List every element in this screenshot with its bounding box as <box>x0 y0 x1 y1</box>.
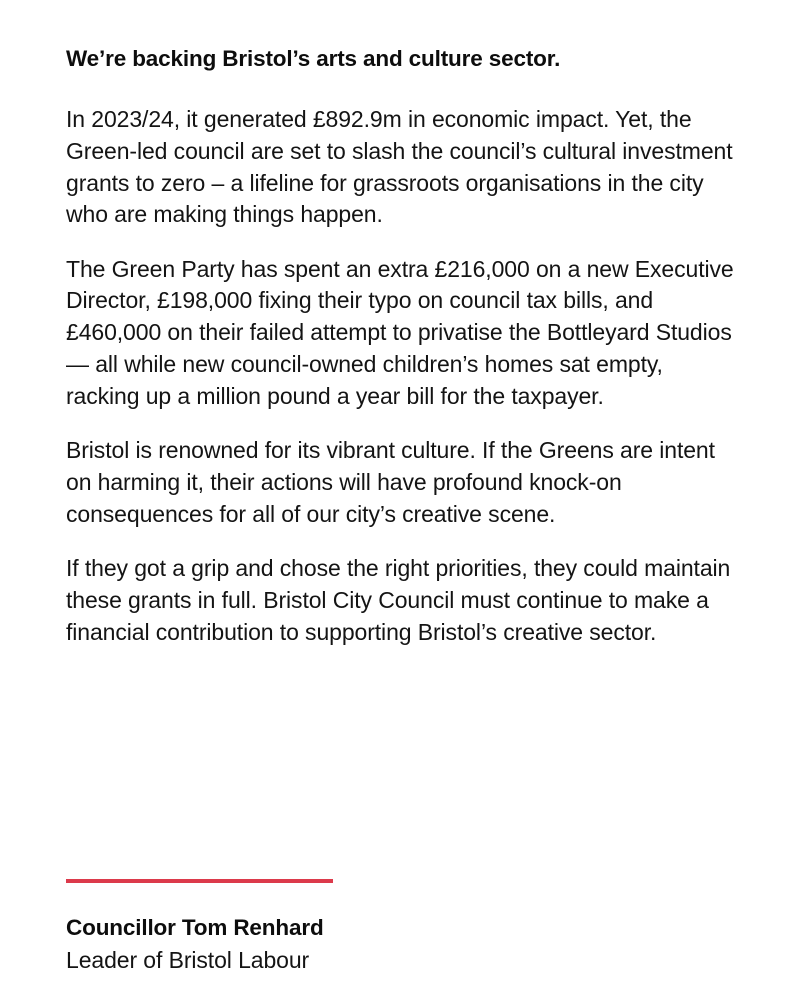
statement-heading: We’re backing Bristol’s arts and culture sector. <box>66 46 561 71</box>
signature-name: Councillor Tom Renhard <box>66 915 324 940</box>
signature-divider-rule <box>66 879 333 883</box>
statement-paragraph: The Green Party has spent an extra £216,000 on a new Executive Director, £198,000 fixing their typo on council tax bills, and £460,000 on their failed attempt to privatise the Bottleyard Studios — all while new council-owned children’s homes sat empty, racking up a million pound a year bill for the taxpayer. <box>66 255 734 409</box>
statement-paragraph: If they got a grip and chose the right priorities, they could maintain these grants in full. Bristol City Council must continue to make a financial contribution to supporting Bristol’s creative sector. <box>66 555 731 645</box>
statement-paragraph: In 2023/24, it generated £892.9m in economic impact. Yet, the Green-led council are set to slash the council’s cultural investment grants to zero – a lifeline for grassroots organisations in the city who are making things happen. <box>66 106 733 228</box>
signature-role: Leader of Bristol Labour <box>66 947 310 973</box>
statement-paragraph: Bristol is renowned for its vibrant culture. If the Greens are intent on harming it, their actions will have profound knock-on consequences for all of our city’s creative scene. <box>66 437 715 527</box>
statement-body <box>66 104 736 648</box>
signature-block <box>66 879 736 1000</box>
